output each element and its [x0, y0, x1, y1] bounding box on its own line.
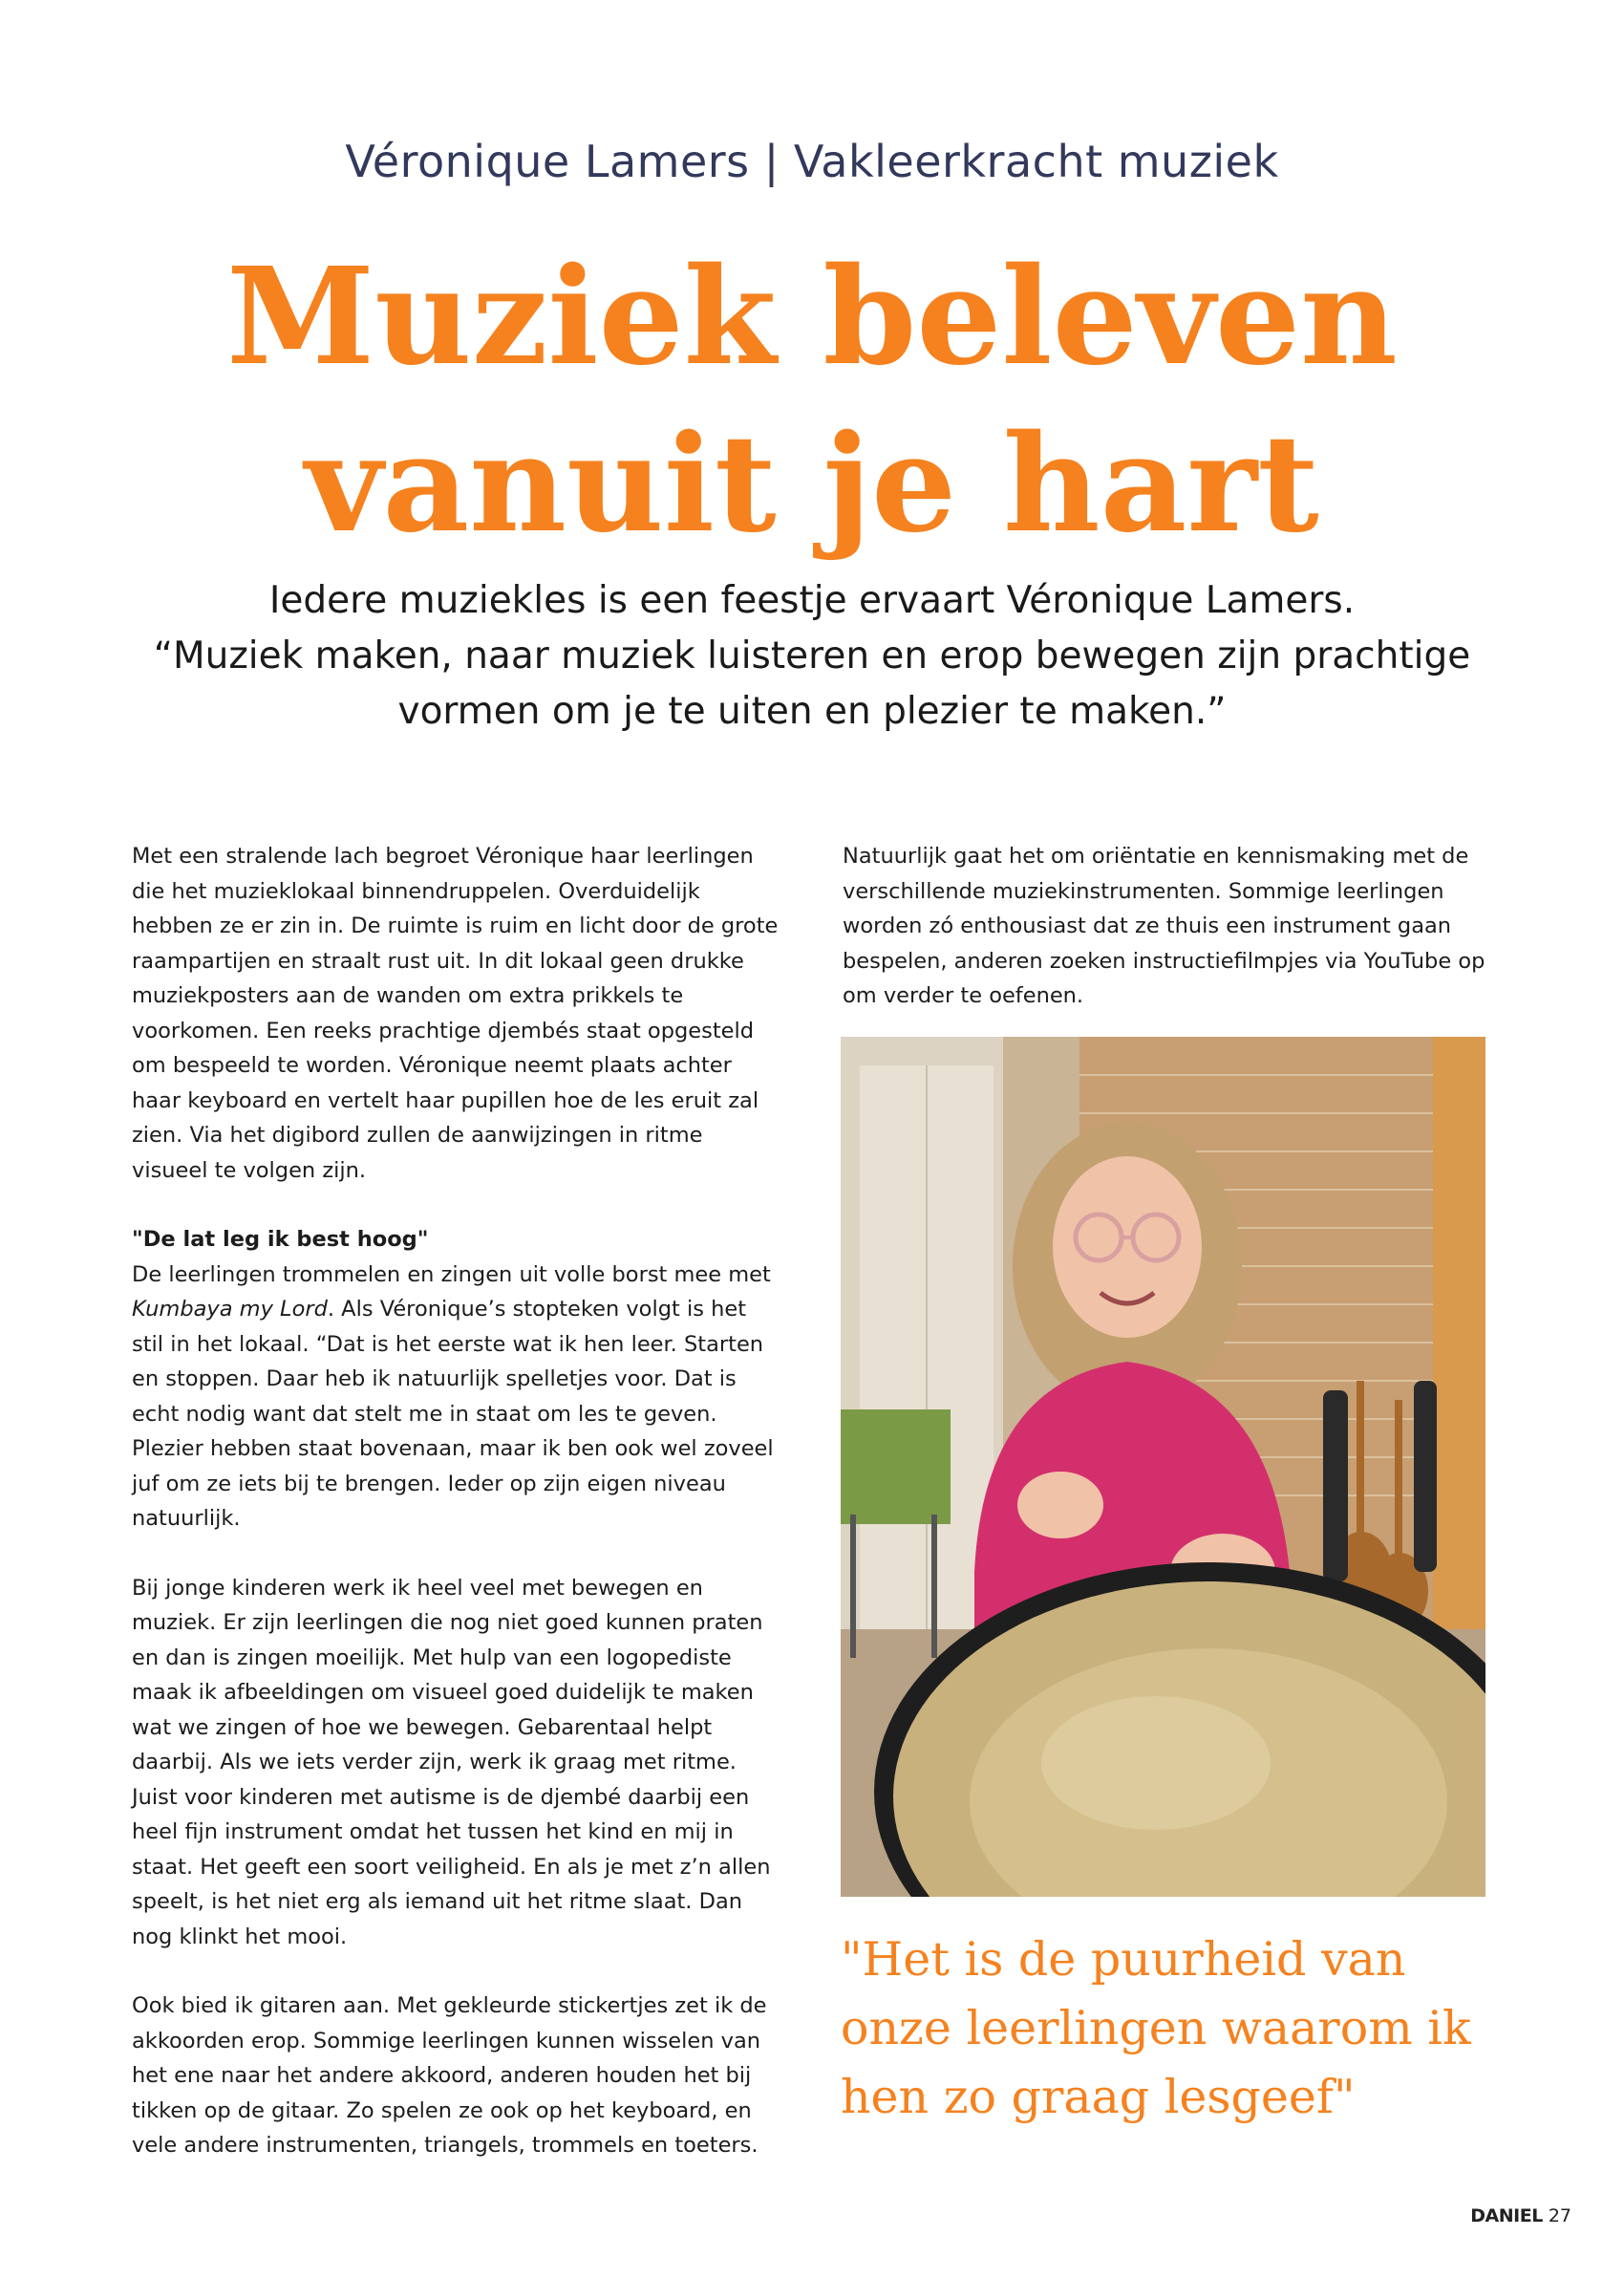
intro-line-2: “Muziek maken, naar muziek luisteren en erop bewegen zijn prachtige: [153, 634, 1471, 677]
pull-quote-line-3: hen zo graag lesgeef": [841, 2070, 1356, 2124]
magazine-brand: DANIEL: [1470, 2205, 1543, 2226]
body-paragraph: Met een stralende lach begroet Véronique haar leerlingen die het muzieklokaal binnendruppelen. Overduidelijk hebben ze er zin in. De ruimte is ruim en licht door de grote raampartijen en straalt rust uit. In dit lokaal geen drukke muziekposters aan de wanden om extra prikkels te voorkomen. Een reeks prachtige djembés staat opgesteld om bespeeld te worden. Véronique neemt plaats achter haar keyboard en vertelt haar pupillen hoe de les eruit zal zien. Via het digibord zullen de aanwijzingen in ritme visueel te volgen zijn.: [132, 844, 779, 1183]
intro-line-3: vormen om je te uiten en plezier te maken.”: [397, 690, 1227, 733]
left-column: [132, 839, 781, 2163]
intro-line-1: Iedere muziekles is een feestje ervaart Véronique Lamers.: [268, 579, 1356, 622]
byline: Véronique Lamers | Vakleerkracht muziek: [345, 136, 1279, 187]
pull-quote-line-2: onze leerlingen waarom ik: [841, 2001, 1471, 2055]
body-paragraph-with-subhead: [132, 1222, 781, 1537]
pull-quote-line-1: "Het is de puurheid van: [841, 1932, 1406, 1987]
pull-quote: [841, 1925, 1509, 2132]
song-title: Kumbaya my Lord: [132, 1297, 328, 1322]
page-footer: [1470, 2205, 1571, 2226]
body-text: De leerlingen trommelen en zingen uit volle borst mee met: [132, 1261, 771, 1287]
body-paragraph: Ook bied ik gitaren aan. Met gekleurde stickertjes zet ik de akkoorden erop. Sommige leerlingen kunnen wisselen van het ene naar het andere akkoord, anderen houden het bij tikken op de gitaar. Zo spelen ze ook op het keyboard, en vele andere instrumenten, triangels, trommels en toeters.: [132, 1993, 767, 2158]
intro-paragraph: [96, 573, 1528, 740]
right-column: [843, 839, 1492, 1014]
photo-girl-with-djembe: [841, 1037, 1485, 1897]
page-number: 27: [1548, 2205, 1571, 2226]
body-text: . Als Véronique’s stopteken volgt is het stil in het lokaal. “Dat is het eerste wat ik hen leer. Starten en stoppen. Daar heb ik natuurlijk spelletjes voor. Dat is echt nodig want dat stelt me in staat om les te geven. Plezier hebben staat bovenaan, maar ik ben ook wel zoveel juf om ze iets bij te brengen. Ieder op zijn eigen niveau natuurlijk.: [132, 1297, 774, 1531]
title-line-2: vanuit je hart: [305, 406, 1319, 563]
body-paragraph: Natuurlijk gaat het om oriëntatie en kennismaking met de verschillende muziekinstrumenten. Sommige leerlingen worden zó enthousiast dat ze thuis een instrument gaan bespelen, anderen zoeken instructiefilmpjes via YouTube op om verder te oefenen.: [843, 844, 1485, 1008]
section-subhead: "De lat leg ik best hoog": [132, 1227, 429, 1252]
page-title: [0, 234, 1624, 569]
title-line-1: Muziek beleven: [226, 239, 1398, 396]
body-paragraph: Bij jonge kinderen werk ik heel veel met bewegen en muziek. Er zijn leerlingen die nog niet goed kunnen praten en dan is zingen moeilijk. Met hulp van een logopediste maak ik afbeeldingen om visueel goed duidelijk te maken wat we zingen of hoe we bewegen. Gebarentaal helpt daarbij. Als we iets verder zijn, werk ik graag met ritme. Juist voor kinderen met autisme is de djembé daarbij een heel fijn instrument omdat het tussen het kind en mij in staat. Het geeft een soort veiligheid. En als je met z’n allen speelt, is het niet erg als iemand uit het ritme slaat. Dan nog klinkt het mooi.: [132, 1575, 771, 1949]
